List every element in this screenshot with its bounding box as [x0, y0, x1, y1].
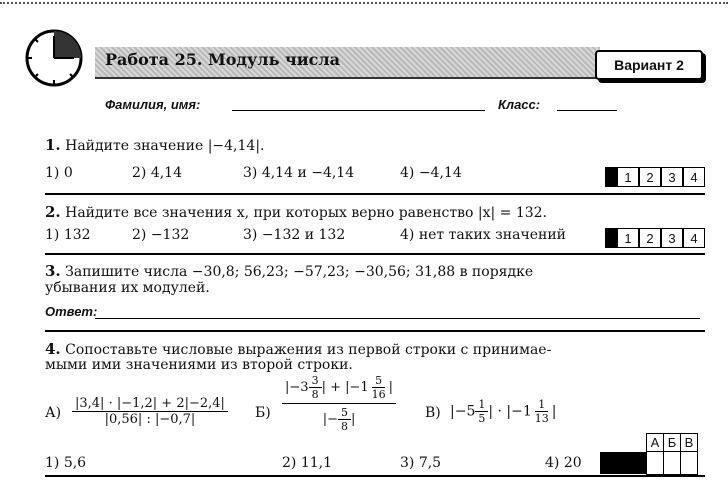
answer-cell-v[interactable]	[681, 452, 698, 475]
q1-option-2: 2) 4,14	[132, 165, 182, 181]
q2-box-2[interactable]: 2	[639, 228, 661, 248]
q1-answer-boxes	[605, 167, 705, 187]
q4	[45, 340, 551, 358]
answer-table-block	[600, 452, 646, 474]
q1-option-3: 3) 4,14 и −4,14	[243, 165, 355, 181]
q1-text: Найдите значение |−4,14|.	[65, 138, 265, 154]
q4-b-expression: |−3 $\frac{3}{8}$ | + |−1 $\frac{5}{16}$ | |− $\frac{5}{8}$ |	[282, 372, 396, 433]
q4-a-expression	[72, 396, 228, 427]
q4-a-denominator: |0,56| : |−0,7|	[104, 412, 196, 427]
surname-field[interactable]	[232, 110, 485, 111]
q4-b-label: Б)	[255, 405, 271, 421]
q3-line-1: Запишите числа −30,8; 56,23; −57,23; −30,56; 31,88 в порядке	[65, 264, 534, 280]
variant-badge: Вариант 2	[595, 50, 703, 80]
divider	[45, 330, 705, 332]
q1	[45, 136, 264, 154]
answer-header-a: А	[647, 434, 664, 452]
q3-line-2: убывания их модулей.	[45, 280, 210, 296]
answer-header-v: В	[681, 434, 698, 452]
answer-cell-a[interactable]	[647, 452, 664, 475]
q1-box-3[interactable]: 3	[661, 167, 683, 187]
answer-cell-b[interactable]	[664, 452, 681, 475]
q1-box-1[interactable]: 1	[617, 167, 639, 187]
answer-table	[646, 433, 698, 475]
q4-v-expression: |−5 $\frac{1}{5}$ | · |−1 $\frac{1}{13}$ |	[450, 398, 557, 425]
q4-a-label: А)	[45, 405, 62, 421]
q4-value-4: 4) 20	[545, 455, 582, 471]
clock-icon	[24, 28, 84, 88]
divider	[45, 475, 705, 477]
q2	[45, 203, 547, 221]
q1-number: 1.	[45, 136, 61, 154]
q3	[45, 262, 533, 280]
q4-a-numerator: |3,4| · |−1,2| + 2|−2,4|	[72, 396, 228, 412]
q3-number: 3.	[45, 262, 61, 280]
q2-answer-boxes	[605, 228, 705, 248]
q2-box-1[interactable]: 1	[617, 228, 639, 248]
q4-number: 4.	[45, 340, 61, 358]
q2-option-4: 4) нет таких значений	[400, 227, 566, 243]
q4-value-1: 1) 5,6	[45, 455, 87, 471]
q2-number: 2.	[45, 203, 61, 221]
answer-label: Ответ:	[45, 304, 98, 319]
q4-line-1: Сопоставьте числовые выражения из первой строки с принимае-	[65, 342, 552, 358]
q4-value-3: 3) 7,5	[400, 455, 442, 471]
class-label: Класс:	[498, 97, 541, 112]
q1-box-4[interactable]: 4	[683, 167, 705, 187]
q1-option-1: 1) 0	[45, 165, 73, 181]
divider	[45, 253, 705, 255]
q4-line-2: мыми ими значениями из второй строки.	[45, 357, 353, 373]
answer-header-b: Б	[664, 434, 681, 452]
q4-value-2: 2) 11,1	[282, 455, 332, 471]
q2-box-3[interactable]: 3	[661, 228, 683, 248]
page-title: Работа 25. Модуль числа	[105, 50, 340, 69]
q2-text: Найдите все значения x, при которых верно равенство |x| = 132.	[65, 205, 547, 221]
q2-option-1: 1) 132	[45, 227, 91, 243]
q2-box-4[interactable]: 4	[683, 228, 705, 248]
class-field[interactable]	[557, 110, 617, 111]
answer-field[interactable]	[95, 318, 700, 319]
q2-option-2: 2) −132	[132, 227, 190, 243]
q1-option-4: 4) −4,14	[400, 165, 462, 181]
surname-label: Фамилия, имя:	[105, 97, 201, 112]
divider	[45, 193, 705, 195]
top-dotted-border	[0, 2, 728, 4]
q4-v-label: В)	[425, 405, 441, 421]
q2-option-3: 3) −132 и 132	[243, 227, 346, 243]
q1-box-2[interactable]: 2	[639, 167, 661, 187]
